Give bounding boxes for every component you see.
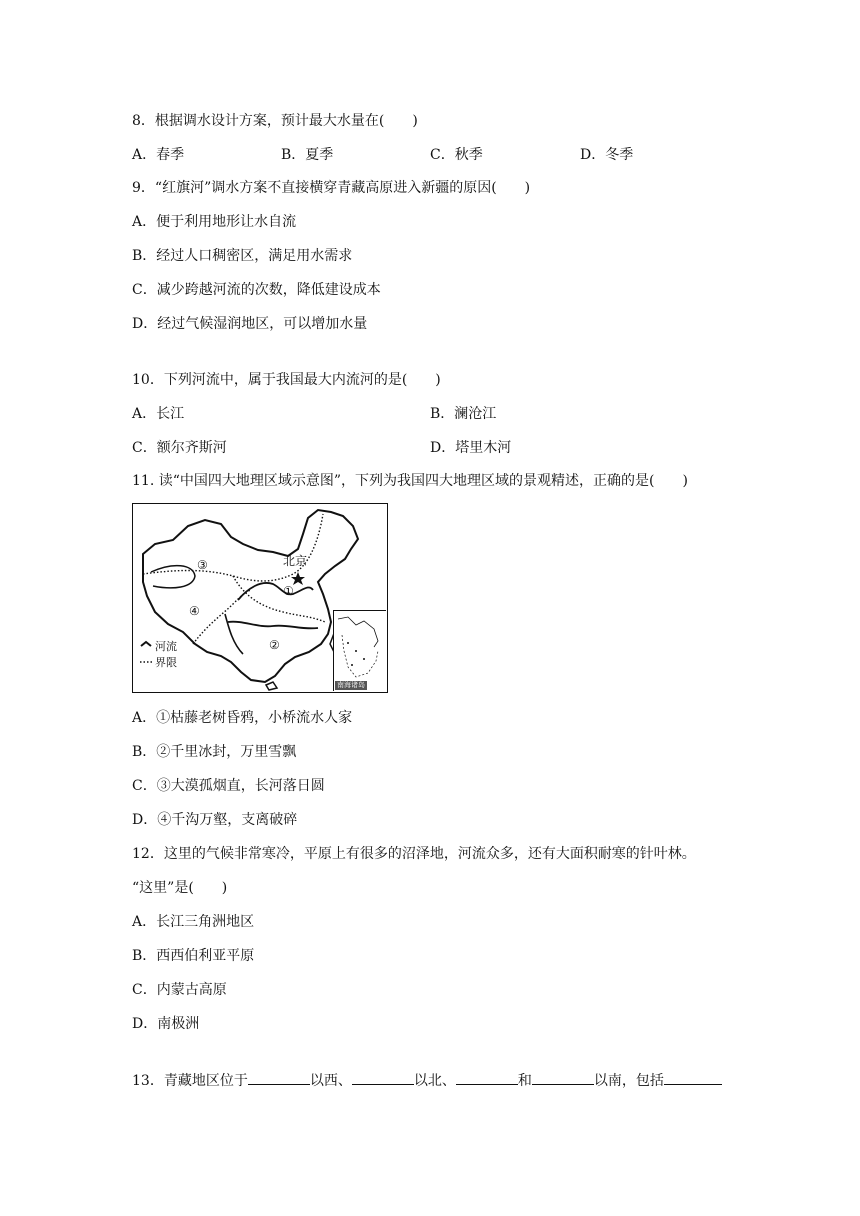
region-label-3: ③	[197, 558, 208, 572]
q9-option-d: D．经过气候湿润地区，可以增加水量	[132, 316, 368, 332]
q13-part-3: 以北、	[413, 1073, 456, 1089]
q12-option-b: B．西西伯利亚平原	[132, 948, 255, 964]
q12-option-a: A．长江三角洲地区	[132, 914, 255, 930]
yangtze-river	[228, 622, 318, 629]
inset-island-2	[355, 650, 357, 652]
china-regions-map	[132, 503, 388, 693]
question-11-stem: 11. 读“中国四大地理区域示意图”，下列为我国四大地理区域的景观精述，正确的是( )	[132, 473, 688, 489]
legend-boundary: 界限	[155, 656, 177, 669]
q10-option-d: D．塔里木河	[430, 440, 512, 456]
question-13-stem	[132, 1069, 722, 1091]
q13-part-2: 以西、	[309, 1073, 352, 1089]
q13-part-5: 以南，包括	[593, 1073, 664, 1089]
q10-option-a: A．长江	[132, 406, 185, 422]
q13-blank-3[interactable]	[456, 1069, 518, 1085]
legend-river: 河流	[155, 640, 177, 653]
q13-part-1: 13．青藏地区位于	[132, 1073, 248, 1089]
region-label-1: ①	[283, 584, 294, 598]
inset-label: 南海诸岛	[337, 681, 365, 689]
question-12-stem-line1: 12．这里的气候非常寒冷，平原上有很多的沼泽地，河流众多，还有大面积耐寒的针叶林。	[132, 846, 696, 862]
q9-option-a: A．便于利用地形让水自流	[132, 214, 297, 230]
q8-option-a: A．春季	[132, 147, 185, 163]
inset-drawing	[334, 611, 386, 691]
yellow-river	[238, 583, 313, 600]
q13-part-4: 和	[517, 1073, 532, 1089]
question-8-stem: 8．根据调水设计方案，预计最大水量在( )	[132, 113, 418, 129]
boundary-line-north	[143, 514, 323, 581]
hainan-island	[266, 682, 277, 690]
q10-option-b: B．澜沧江	[430, 406, 497, 422]
q13-blank-4[interactable]	[532, 1069, 594, 1085]
q9-option-b: B．经过人口稠密区，满足用水需求	[132, 248, 353, 264]
q11-option-b: B．②千里冰封，万里雪飘	[132, 744, 297, 760]
q8-option-c: C．秋季	[430, 147, 483, 163]
q12-option-c: C．内蒙古高原	[132, 982, 227, 998]
inset-island-4	[351, 664, 353, 666]
region-label-2: ②	[269, 638, 280, 652]
q9-option-c: C．减少跨越河流的次数，降低建设成本	[132, 282, 381, 298]
boundary-line-tibet	[193, 590, 251, 644]
q10-option-c: C．额尔齐斯河	[132, 440, 227, 456]
q11-option-c: C．③大漠孤烟直，长河落日圆	[132, 778, 325, 794]
inset-island-3	[363, 658, 365, 660]
q11-option-a: A．①枯藤老树昏鸦，小桥流水人家	[132, 710, 353, 726]
q13-blank-1[interactable]	[248, 1069, 310, 1085]
q8-option-d: D．冬季	[580, 147, 634, 163]
inset-dash-line	[342, 635, 378, 677]
question-10-stem: 10．下列河流中，属于我国最大内流河的是( )	[132, 372, 441, 388]
inset-island-1	[347, 642, 349, 644]
question-9-stem: 9．“红旗河”调水方案不直接横穿青藏高原进入新疆的原因( )	[132, 180, 531, 196]
beijing-label: 北京	[283, 554, 308, 568]
question-12-stem-line2: “这里”是( )	[132, 880, 228, 896]
q8-option-b: B．夏季	[281, 147, 334, 163]
boundary-line-qinling	[233, 576, 325, 622]
inset-coast	[338, 617, 378, 647]
south-china-sea-inset	[333, 610, 386, 691]
q11-option-d: D．④千沟万壑，支离破碎	[132, 812, 298, 828]
q12-option-d: D．南极洲	[132, 1016, 200, 1032]
q13-blank-5[interactable]	[664, 1069, 722, 1085]
q13-blank-2[interactable]	[352, 1069, 414, 1085]
legend-river-symbol-icon	[141, 642, 151, 646]
basin-loop	[151, 566, 195, 588]
river-southwest	[225, 614, 243, 654]
region-label-4: ④	[189, 604, 200, 618]
